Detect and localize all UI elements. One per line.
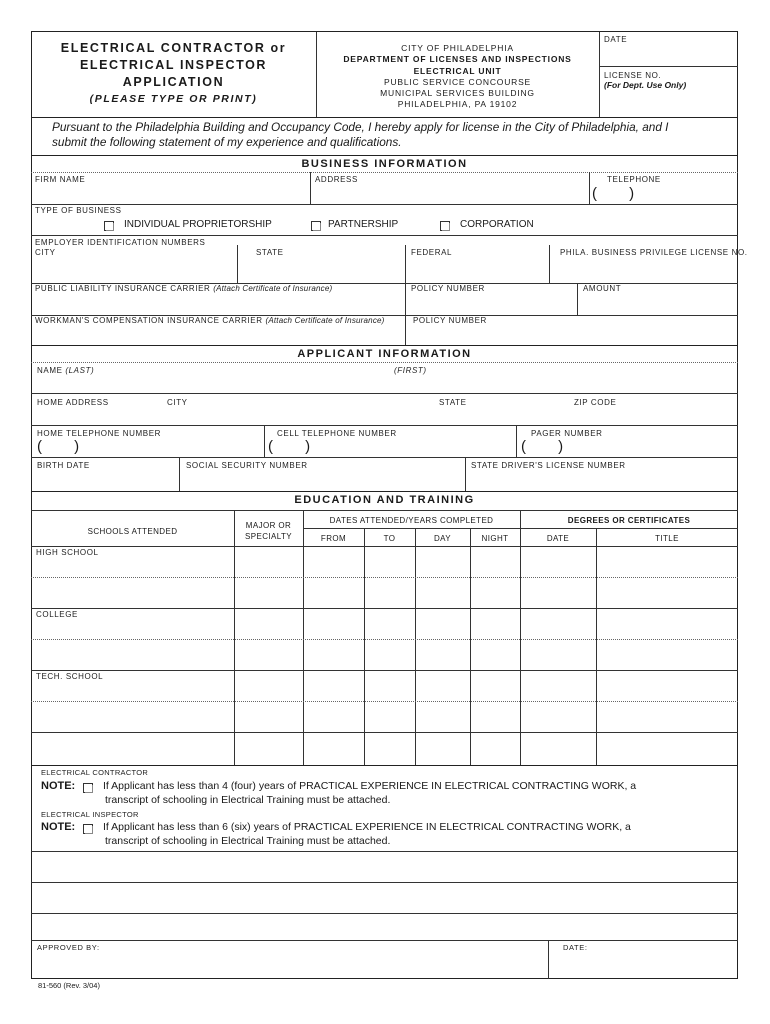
tech-school-field-2[interactable]: [34, 704, 232, 730]
firm-name-label: FIRM NAME: [35, 175, 86, 184]
high-school-field-1[interactable]: [34, 558, 232, 576]
ssn-field[interactable]: [182, 471, 462, 489]
business-top-line: [31, 155, 738, 156]
partnership-checkbox[interactable]: [311, 221, 321, 231]
from-header: FROM: [320, 534, 347, 543]
type-of-business-label: TYPE OF BUSINESS: [35, 206, 122, 215]
telephone-label: TELEPHONE: [607, 175, 661, 184]
dept-use-note: (For Dept. Use Only): [604, 80, 687, 90]
remarks-line-2[interactable]: [34, 884, 736, 912]
contractor-note-line2: transcript of schooling in Electrical Training must be attached.: [105, 794, 391, 806]
night-header: NIGHT: [481, 534, 509, 543]
business-address-field[interactable]: [314, 185, 586, 202]
home-address-label: HOME ADDRESS: [37, 398, 109, 407]
approved-date-field[interactable]: [552, 953, 736, 977]
college-field-1[interactable]: [34, 620, 232, 638]
inspector-note-checkbox[interactable]: [83, 824, 93, 834]
federal-label: FEDERAL: [411, 248, 453, 257]
form-title-line2: ELECTRICAL INSPECTOR: [79, 58, 268, 72]
business-heading-line: [31, 172, 738, 173]
ein-city-label: CITY: [35, 248, 56, 257]
cell-phone-field[interactable]: ( ): [268, 438, 325, 455]
college-label: COLLEGE: [36, 610, 78, 619]
workman-carrier-label: WORKMAN'S COMPENSATION INSURANCE CARRIER (Attach Certificate of Insurance): [35, 316, 385, 325]
address-label: ADDRESS: [315, 175, 358, 184]
pager-label: PAGER NUMBER: [531, 429, 603, 438]
name-field[interactable]: [34, 376, 736, 392]
intro-line1: Pursuant to the Philadelphia Building and Occupancy Code, I hereby apply for license in the City of Philadelphia, and I: [52, 120, 669, 134]
degrees-header: DEGREES OR CERTIFICATES: [567, 516, 691, 525]
home-phone-field[interactable]: ( ): [37, 438, 94, 455]
amount-field[interactable]: [580, 295, 736, 313]
firm-name-field[interactable]: [34, 185, 308, 202]
header-bottom-line: [31, 117, 738, 118]
dept-city: CITY OF PHILADELPHIA: [401, 43, 514, 53]
partnership-label: PARTNERSHIP: [328, 219, 399, 230]
high-school-label: HIGH SCHOOL: [36, 548, 99, 557]
federal-field[interactable]: [408, 259, 546, 281]
tech-school-field-1[interactable]: [34, 682, 232, 700]
date-divider: [599, 66, 738, 67]
home-phone-label: HOME TELEPHONE NUMBER: [37, 429, 162, 438]
date-label: DATE: [604, 35, 628, 44]
name-label: NAME (LAST): [37, 366, 95, 375]
inspector-note-label: ELECTRICAL INSPECTOR: [41, 810, 139, 819]
form-title-line1: ELECTRICAL CONTRACTOR or: [60, 41, 287, 55]
business-heading: BUSINESS INFORMATION: [301, 158, 468, 170]
privilege-license-label: PHILA. BUSINESS PRIVILEGE LICENSE NO.: [560, 248, 748, 257]
dept-name: DEPARTMENT OF LICENSES AND INSPECTIONS: [343, 54, 572, 64]
liability-carrier-field[interactable]: [34, 295, 402, 313]
individual-checkbox[interactable]: [104, 221, 114, 231]
state-label: STATE: [439, 398, 467, 407]
policy-number-label: POLICY NUMBER: [411, 284, 485, 293]
business-phone-field[interactable]: ( ): [592, 185, 649, 202]
first-name-label: (FIRST): [394, 366, 427, 375]
contractor-note-line1: If Applicant has less than 4 (four) years of PRACTICAL EXPERIENCE IN ELECTRICAL CONTRACTING WORK, a: [103, 780, 637, 792]
corporation-label: CORPORATION: [460, 219, 534, 230]
dates-attended-header: DATES ATTENDED/YEARS COMPLETED: [329, 516, 494, 525]
approved-by-field[interactable]: [34, 953, 544, 977]
tech-school-field-3[interactable]: [34, 735, 232, 763]
inspector-note-line2: transcript of schooling in Electrical Training must be attached.: [105, 835, 391, 847]
ein-state-field[interactable]: [240, 259, 402, 281]
dept-address: PHILADELPHIA, PA 19102: [397, 99, 518, 109]
date-header: DATE: [546, 534, 570, 543]
approved-date-label: DATE:: [563, 943, 588, 952]
high-school-field-2[interactable]: [34, 580, 232, 606]
drivers-license-field[interactable]: [468, 471, 736, 489]
remarks-line-1[interactable]: [34, 853, 736, 881]
drivers-license-label: STATE DRIVER'S LICENSE NUMBER: [471, 461, 626, 470]
applicant-heading: APPLICANT INFORMATION: [297, 348, 472, 360]
contractor-note-word: NOTE:: [41, 780, 76, 792]
contractor-note-checkbox[interactable]: [83, 783, 93, 793]
workman-policy-label: POLICY NUMBER: [413, 316, 487, 325]
city-label: CITY: [167, 398, 188, 407]
corporation-checkbox[interactable]: [440, 221, 450, 231]
ein-state-label: STATE: [256, 248, 284, 257]
liability-policy-field[interactable]: [408, 295, 574, 313]
license-no-label: LICENSE NO.: [604, 71, 662, 80]
privilege-license-field[interactable]: [552, 259, 736, 281]
intro-line2: submit the following statement of my experience and qualifications.: [52, 135, 402, 149]
individual-label: INDIVIDUAL PROPRIETORSHIP: [124, 219, 272, 230]
tech-school-label: TECH. SCHOOL: [36, 672, 104, 681]
college-field-2[interactable]: [34, 642, 232, 668]
form-title-line3: APPLICATION: [122, 75, 225, 89]
day-header: DAY: [433, 534, 452, 543]
dept-building: MUNICIPAL SERVICES BUILDING: [380, 88, 535, 98]
form-number: 81-560 (Rev. 3/04): [38, 981, 100, 990]
title-header: TITLE: [655, 534, 679, 543]
amount-label: AMOUNT: [583, 284, 622, 293]
inspector-note-line1: If Applicant has less than 6 (six) years of PRACTICAL EXPERIENCE IN ELECTRICAL CONTRACTING WORK, a: [103, 821, 631, 833]
inspector-note-word: NOTE:: [41, 821, 76, 833]
ein-label: EMPLOYER IDENTIFICATION NUMBERS: [35, 238, 206, 247]
ein-city-field[interactable]: [34, 259, 234, 281]
birth-date-label: BIRTH DATE: [37, 461, 90, 470]
dept-unit: ELECTRICAL UNIT: [413, 66, 502, 76]
ssn-label: SOCIAL SECURITY NUMBER: [186, 461, 308, 470]
liability-carrier-label: PUBLIC LIABILITY INSURANCE CARRIER (Attach Certificate of Insurance): [35, 284, 333, 293]
cell-phone-label: CELL TELEPHONE NUMBER: [277, 429, 397, 438]
zip-label: ZIP CODE: [574, 398, 617, 407]
major-header-1: MAJOR OR: [245, 521, 292, 530]
workman-policy-field[interactable]: [408, 327, 736, 343]
pager-field[interactable]: ( ): [521, 438, 578, 455]
home-address-field[interactable]: [34, 408, 736, 424]
to-header: TO: [383, 534, 396, 543]
header-divider-2: [599, 32, 600, 117]
approved-by-label: APPROVED BY:: [37, 943, 100, 952]
major-header-2: SPECIALTY: [244, 532, 293, 541]
remarks-line-3[interactable]: [34, 915, 736, 939]
date-field[interactable]: [603, 39, 736, 65]
education-heading: EDUCATION AND TRAINING: [294, 494, 475, 506]
schools-attended-header: SCHOOLS ATTENDED: [87, 527, 178, 536]
dept-concourse: PUBLIC SERVICE CONCOURSE: [383, 77, 532, 87]
contractor-note-label: ELECTRICAL CONTRACTOR: [41, 768, 149, 777]
form-title-instruction: (PLEASE TYPE OR PRINT): [89, 93, 258, 105]
birth-date-field[interactable]: [34, 471, 176, 489]
workman-carrier-field[interactable]: [34, 327, 402, 343]
